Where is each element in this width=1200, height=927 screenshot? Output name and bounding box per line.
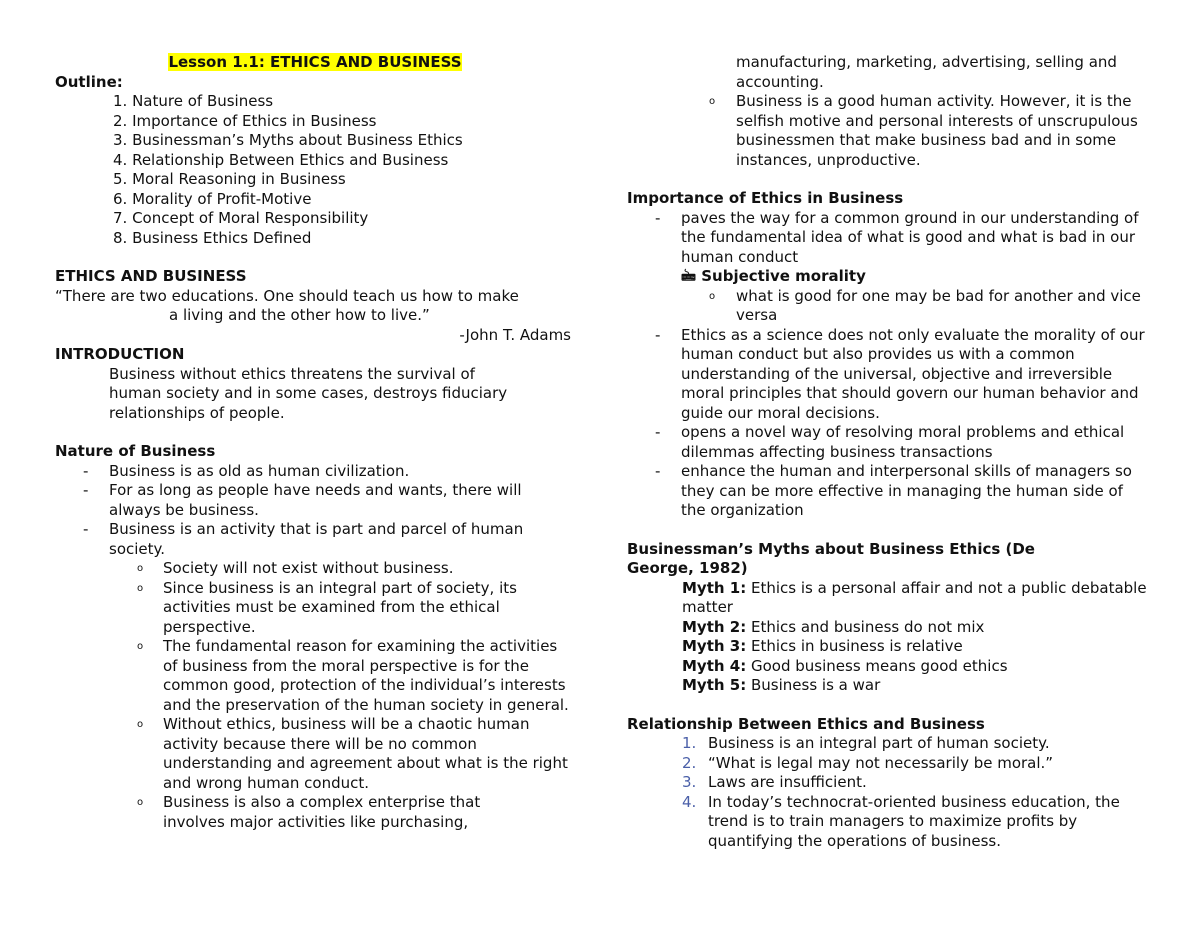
list-item: - enhance the human and interpersonal skills of managers so they can be more effective in managing the human side of the organization — [655, 462, 1132, 519]
outline-item: 8. Business Ethics Defined — [113, 228, 312, 247]
keyboard-icon: 🖮 — [681, 267, 697, 285]
outline-item: 4. Relationship Between Ethics and Business — [113, 150, 449, 169]
subjective-morality: 🖮 Subjective morality — [681, 267, 866, 285]
continued-text: manufacturing, marketing, advertising, selling and accounting. — [736, 53, 1117, 91]
outline-item: 3. Businessman’s Myths about Business Ethics — [113, 131, 463, 149]
quote-line: “There are two educations. One should teach us how to make — [55, 286, 519, 305]
list-item: - paves the way for a common ground in our understanding of the fundamental idea of what is good and what is bad in our human conduct — [655, 208, 1139, 266]
myth-item: Myth 1: Ethics is a personal affair and not a public debatable matter — [682, 578, 1147, 616]
sub-list-item: o what is good for one may be bad for another and vice versa — [709, 286, 1141, 324]
left-column — [55, 52, 575, 832]
myth-item: Myth 4: Good business means good ethics — [682, 656, 1008, 675]
introduction-heading: INTRODUCTION — [55, 345, 185, 363]
list-item: - Business is an activity that is part and parcel of human society. — [83, 520, 524, 558]
outline-item: 1. Nature of Business — [113, 92, 274, 110]
outline-item: 2. Importance of Ethics in Business — [113, 111, 377, 130]
sub-list-item: o Society will not exist without business. — [137, 559, 454, 577]
myth-item: Myth 5: Business is a war — [682, 676, 881, 694]
list-item: - For as long as people have needs and wants, there will always be business. — [83, 481, 522, 519]
relationship-item: 3. Laws are insufficient. — [682, 773, 867, 791]
sub-list-item: o Business is a good human activity. However, it is the selfish motive and personal interests of unscrupulous businessmen that make business bad and in some instances, unproductive. — [709, 92, 1138, 169]
list-item: - Ethics as a science does not only evaluate the morality of our human conduct but also provides us with a common understanding of the universal, objective and irreversible moral principles that should govern our human behavior and guide our moral decisions. — [655, 325, 1145, 422]
outline-item: 7. Concept of Moral Responsibility — [113, 209, 369, 227]
relationship-item: 2. “What is legal may not necessarily be moral.” — [682, 753, 1054, 772]
myth-item: Myth 3: Ethics in business is relative — [682, 637, 963, 655]
quote-author: -John T. Adams — [459, 325, 571, 344]
outline-label: Outline: — [55, 72, 123, 91]
sub-list-item: o The fundamental reason for examining the activities of business from the moral perspective is for the common good, protection of the individual’s interests and the preservation of the human society in general. — [137, 637, 569, 714]
myth-item: Myth 2: Ethics and business do not mix — [682, 617, 985, 636]
sub-list-item: o Without ethics, business will be a chaotic human activity because there will be no common understanding and agreement about what is the right and wrong human conduct. — [137, 715, 568, 792]
nature-heading: Nature of Business — [55, 442, 216, 460]
outline-item: 6. Morality of Profit-Motive — [113, 189, 312, 208]
outline-item: 5. Moral Reasoning in Business — [113, 170, 346, 188]
sub-list-item: o Business is also a complex enterprise that involves major activities like purchasing, — [137, 793, 481, 831]
introduction-text: Business without ethics threatens the survival of human society and in some cases, destroys fiduciary relationships of people. — [109, 364, 508, 422]
list-item: - opens a novel way of resolving moral problems and ethical dilemmas affecting business transactions — [655, 423, 1125, 461]
relationship-item: 4. In today’s technocrat-oriented business education, the trend is to train managers to maximize profits by quantifying the operations of business. — [682, 792, 1120, 850]
outline-list — [55, 92, 575, 248]
ethics-business-heading: ETHICS AND BUSINESS — [55, 267, 247, 285]
relationship-heading: Relationship Between Ethics and Business — [627, 714, 985, 733]
importance-heading: Importance of Ethics in Business — [627, 189, 904, 207]
sub-list-item: o Since business is an integral part of society, its activities must be examined from the ethical perspective. — [137, 578, 517, 636]
myths-heading: Businessman’s Myths about Business Ethics (De George, 1982) — [627, 539, 1035, 577]
right-column — [627, 52, 1152, 851]
lesson-title: Lesson 1.1: ETHICS AND BUSINESS — [168, 53, 462, 71]
quote-line: a living and the other how to live.” — [169, 306, 430, 324]
list-item: - Business is as old as human civilization. — [83, 461, 410, 480]
relationship-item: 1. Business is an integral part of human society. — [682, 734, 1050, 752]
